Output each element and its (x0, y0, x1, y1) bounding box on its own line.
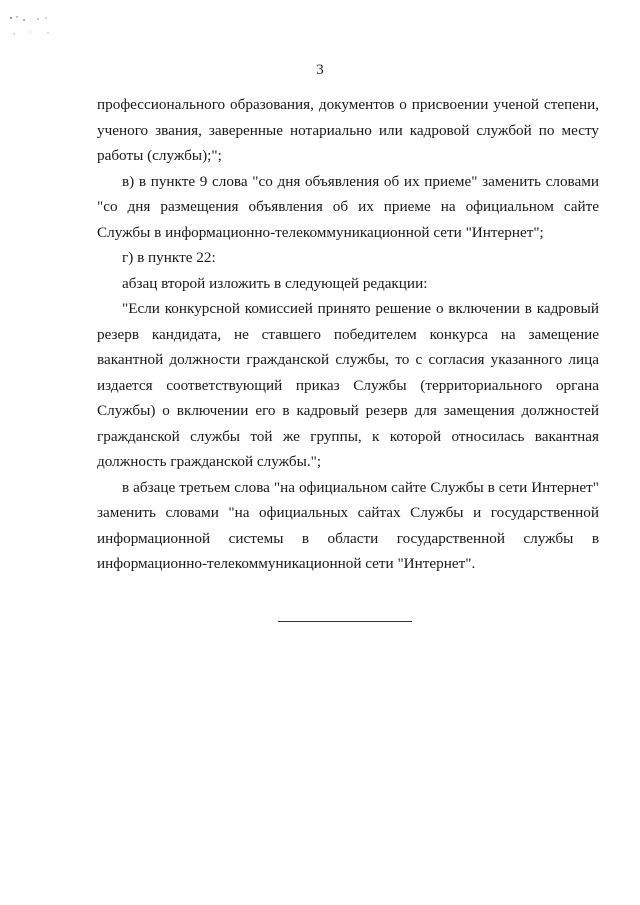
scan-artifact-specks (8, 12, 68, 42)
paragraph-item-g: г) в пункте 22: (122, 249, 216, 266)
document-body (97, 92, 599, 577)
paragraph-quoted-text: "Если конкурсной комиссией принято решение о включении в кадровый резерв кандидата, не ставшего победителем конкурса на замещение вакантной должности гражданской службы, то с согласия указанного лица издается соответствующий приказ Службы (территориального органа Службы) о включении его в кадровый резерв для замещения должностей гражданской службы той же группы, к которой относилась вакантная должность гражданской службы."; (97, 300, 599, 470)
paragraph-continuation: профессионального образования, документов о присвоении ученой степени, ученого звания, заверенные нотариально или кадровой службой по месту работы (службы);"; (97, 96, 599, 164)
page-number: 3 (316, 62, 324, 78)
paragraph-item-v: в) в пункте 9 слова "со дня объявления об их приеме" заменить словами "со дня размещения объявления об их приеме на официальном сайте Службы в информационно-телекоммуникационной сети "Интернет"; (97, 172, 599, 241)
paragraph-third-clause: в абзаце третьем слова "на официальном сайте Службы в сети Интернет" заменить словами "на официальных сайтах Службы и государственной информационной системы в области государственной службы в информационно-телекоммуникационной сети "Интернет". (97, 478, 599, 572)
end-of-document-divider (278, 621, 412, 622)
paragraph-second-clause-intro: абзац второй изложить в следующей редакции: (122, 274, 428, 292)
